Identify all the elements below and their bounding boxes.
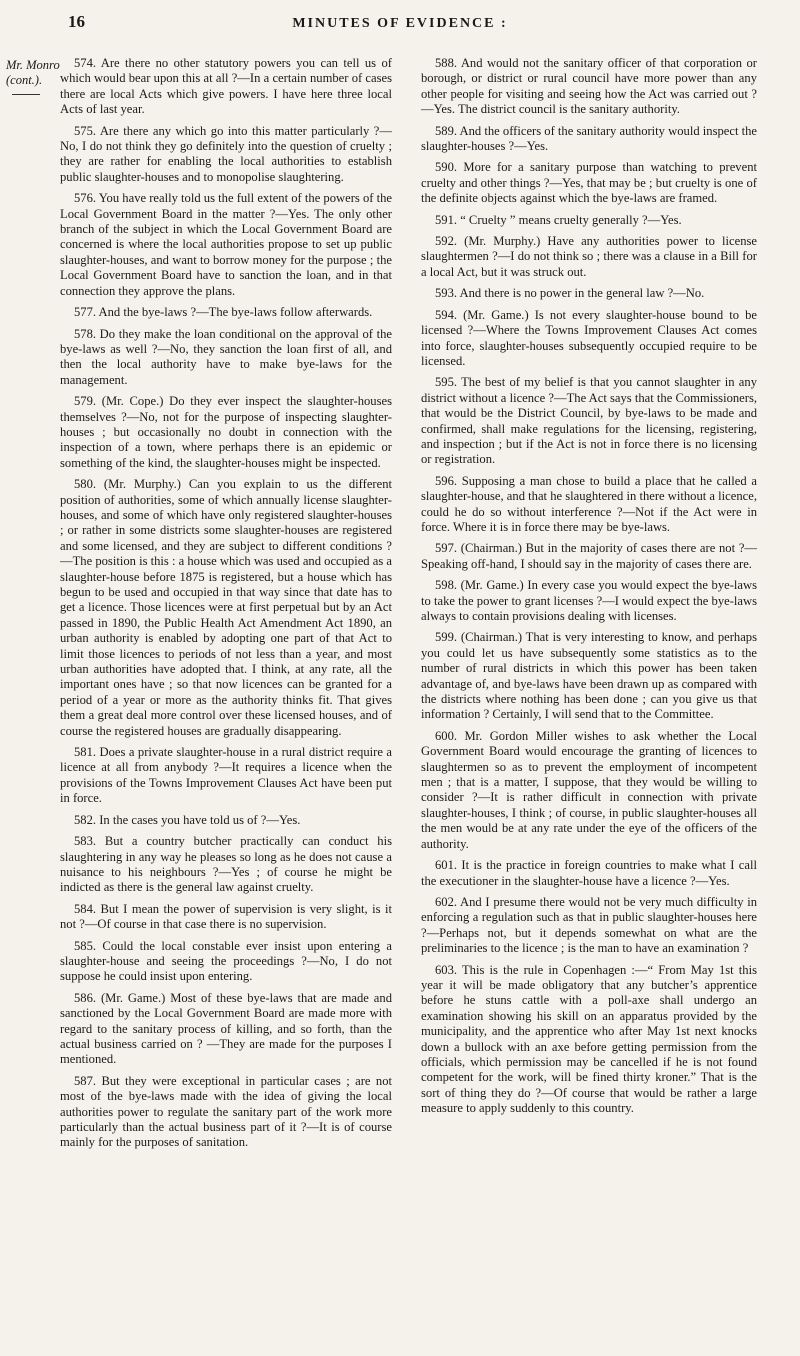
paragraph: 602. And I presume there would not be very much difficulty in enforcing a regulation such as that in public slaughter-houses here ?—Perhaps not, but it depends somewhat on what are the preliminaries to the licence ; is the man to have an examination ? bbox=[421, 894, 757, 956]
page-number: 16 bbox=[68, 12, 85, 31]
paragraph: 575. Are there any which go into this matter particularly ?—No, I do not think they go definitely into the question of cruelty ; they are rather for enabling the local authorities to establish public slaughter-houses and to monopolise slaughtering. bbox=[60, 123, 392, 184]
paragraph: 582. In the cases you have told us of ?—Yes. bbox=[74, 812, 301, 827]
paragraph: 574. Are there no other statutory powers you can tell us of which would bear upon this at all ?—In a certain number of cases there are local Acts which give powers. I have here three local Acts of last year. bbox=[60, 56, 392, 117]
left-column bbox=[60, 56, 392, 1157]
paragraph: 580. (Mr. Murphy.) Can you explain to us the different position of authorities, some of which annually license slaughter-houses, and some of which have only registered slaughter-houses ; or rather in some districts some slaughter-houses are registered and some licensed, and they are subject to different conditions ?—The position is this : a house which was used and occupied as a slaughter-house before 1875 is registered, but a house which has begun to be used and occupied in that way since that date has to get a licence. Those licences were at first perpetual but by an Act passed in 1890, the Public Health Act Amendment Act 1890, an urban authority is enabled by adopting one part of that Act to limit those licences to periods of not less than a year, and most urban authorities have adopted that. I think, at any rate, all the important ones have ; so that now licences can be granted for a period of a year or more as the authority thinks fit. That gives them a great deal more control over these licensed houses, and of course the registered houses are gradually disappearing. bbox=[60, 477, 392, 738]
paragraph: 599. (Chairman.) That is very interesting to know, and perhaps you could let us have subsequently some statistics as to the number of rural districts in which this power has been taken advantage of, and bye-laws have been drawn up as compared with the districts where nothing has been done ; can you give us that information ? Certainly, I will send that to the Committee. bbox=[421, 630, 757, 722]
paragraph: 585. Could the local constable ever insist upon entering a slaughter-house and seeing the proceedings ?—No, I do not suppose he could insist upon entering. bbox=[60, 938, 392, 984]
paragraph: 600. Mr. Gordon Miller wishes to ask whether the Local Government Board would encourage the granting of licences to slaughtermen so as to prevent the employment of incompetent men ; that is a matter, I suppose, that they would be willing to consider ?—It is rather difficult in connection with private slaughter-houses, I think ; of course, in public slaughter-houses all the men would be at any rate under the eye of the officers of the authority. bbox=[421, 728, 757, 851]
paragraph: 594. (Mr. Game.) Is not every slaughter-house bound to be licensed ?—Where the Towns Improvement Clauses Act comes into force, slaughter-houses subsequently occupied require to be licensed. bbox=[421, 307, 757, 368]
paragraph: 603. This is the rule in Copenhagen :—“ From May 1st this year it will be made obligatory that any butcher’s apprentice before he stuns cattle with a poll-axe shall undergo an examination showing his skill on an apparatus provided by the municipality, and the apprentice who after May 1st next knocks down a bullock with an axe before getting permission from the officials, which permission may be cancelled if he is not found competent for the work, will be fined thirty kroner.” That is the sort of thing they do ?—Of course that would be rather a large measure to apply suddenly to this country. bbox=[421, 962, 757, 1116]
paragraph: 590. More for a sanitary purpose than watching to prevent cruelty and other things ?—Yes, that may be ; but cruelty is one of the definite objects against which the bye-laws are framed. bbox=[421, 160, 757, 206]
right-column bbox=[421, 56, 757, 1123]
paragraph: 577. And the bye-laws ?—The bye-laws follow afterwards. bbox=[74, 305, 373, 320]
witness-rule bbox=[12, 94, 40, 95]
paragraph: 598. (Mr. Game.) In every case you would expect the bye-laws to take the power to grant licenses ?—I would expect the bye-laws always to contain provisions dealing with licenses. bbox=[421, 578, 757, 623]
paragraph: 579. (Mr. Cope.) Do they ever inspect the slaughter-houses themselves ?—No, not for the purpose of inspecting slaughter-houses ; but occasionally no doubt in connection with the inspection of a town, where perhaps there is an epidemic or something of the kind, the slaughter-houses might be inspected. bbox=[60, 394, 392, 470]
paragraph: 589. And the officers of the sanitary authority would inspect the slaughter-houses ?—Yes. bbox=[421, 123, 757, 154]
paragraph: 584. But I mean the power of supervision is very slight, is it not ?—Of course in that case there is no supervision. bbox=[60, 901, 392, 932]
paragraph: 588. And would not the sanitary officer of that corporation or borough, or district or rural council have more power than any other people for visiting and seeing how the Act was carried out ?—Yes. The district council is the sanitary authority. bbox=[421, 56, 757, 117]
paragraph: 586. (Mr. Game.) Most of these bye-laws that are made and sanctioned by the Local Government Board are made more with regard to the sanitary process of killing, and so forth, than the actual business carried on ? —They are made for the purposes I mentioned. bbox=[60, 990, 392, 1067]
paragraph: 578. Do they make the loan conditional on the approval of the bye-laws as well ?—No, they sanction the loan first of all, and then the local authority have to make bye-laws for the management. bbox=[60, 326, 392, 387]
paragraph: 593. And there is no power in the general law ?—No. bbox=[435, 286, 705, 301]
paragraph: 595. The best of my belief is that you cannot slaughter in any district without a licence ?—The Act says that the Commissioners, that would be the District Council, by bye-laws to be made and confirmed, shall make regulations for the licensing, registering, and inspection ; but if the Act is not in force there is no licensing or registration. bbox=[421, 375, 757, 467]
paragraph: 596. Supposing a man chose to build a place that he called a slaughter-house, and that he slaughtered in there without a licence, could he do so without interference ?—Not if the Act were in force. Where it is in force there may be bye-laws. bbox=[421, 473, 757, 534]
paragraph: 592. (Mr. Murphy.) Have any authorities power to license slaughtermen ?—I do not think so ; there was a clause in a Bill for a local Act, but it was struck out. bbox=[421, 234, 757, 279]
paragraph: 601. It is the practice in foreign countries to make what I call the executioner in the slaughter-house have a licence ?—Yes. bbox=[421, 858, 757, 888]
paragraph: 583. But a country butcher practically can conduct his slaughtering in any way he pleases so long as he does not cause a nuisance to his neighbours ?—Yes ; of course he might be indicted as there is the general law against cruelty. bbox=[60, 834, 392, 895]
witness-margin-note bbox=[6, 58, 64, 95]
paragraph: 576. You have really told us the full extent of the powers of the Local Government Board in the matter ?—Yes. The only other branch of the subject in which the Local Government Board are concerned is where the local authorities propose to set up public slaughter-houses, and want to borrow money for the purpose ; the Local Government Board have to sanction the loan, and in that connection they approve the plans. bbox=[60, 191, 392, 298]
paragraph: 597. (Chairman.) But in the majority of cases there are not ?—Speaking off-hand, I should say in the majority of cases there are. bbox=[421, 541, 757, 571]
paragraph: 581. Does a private slaughter-house in a rural district require a licence at all from anybody ?—It requires a licence when the provisions of the Towns Improvement Clauses Act have been put in force. bbox=[60, 745, 392, 806]
paragraph: 591. “ Cruelty ” means cruelty generally ?—Yes. bbox=[435, 212, 682, 227]
witness-name: Mr. Monro (cont.). bbox=[6, 58, 60, 87]
page-header: MINUTES OF EVIDENCE : bbox=[292, 16, 508, 31]
paragraph: 587. But they were exceptional in particular cases ; are not most of the bye-laws made with the idea of giving the local authorities power to regulate the sanitary part of the work more particularly than the actual business part of it ?—It is of course mainly for the purposes of sanitation. bbox=[60, 1073, 392, 1150]
